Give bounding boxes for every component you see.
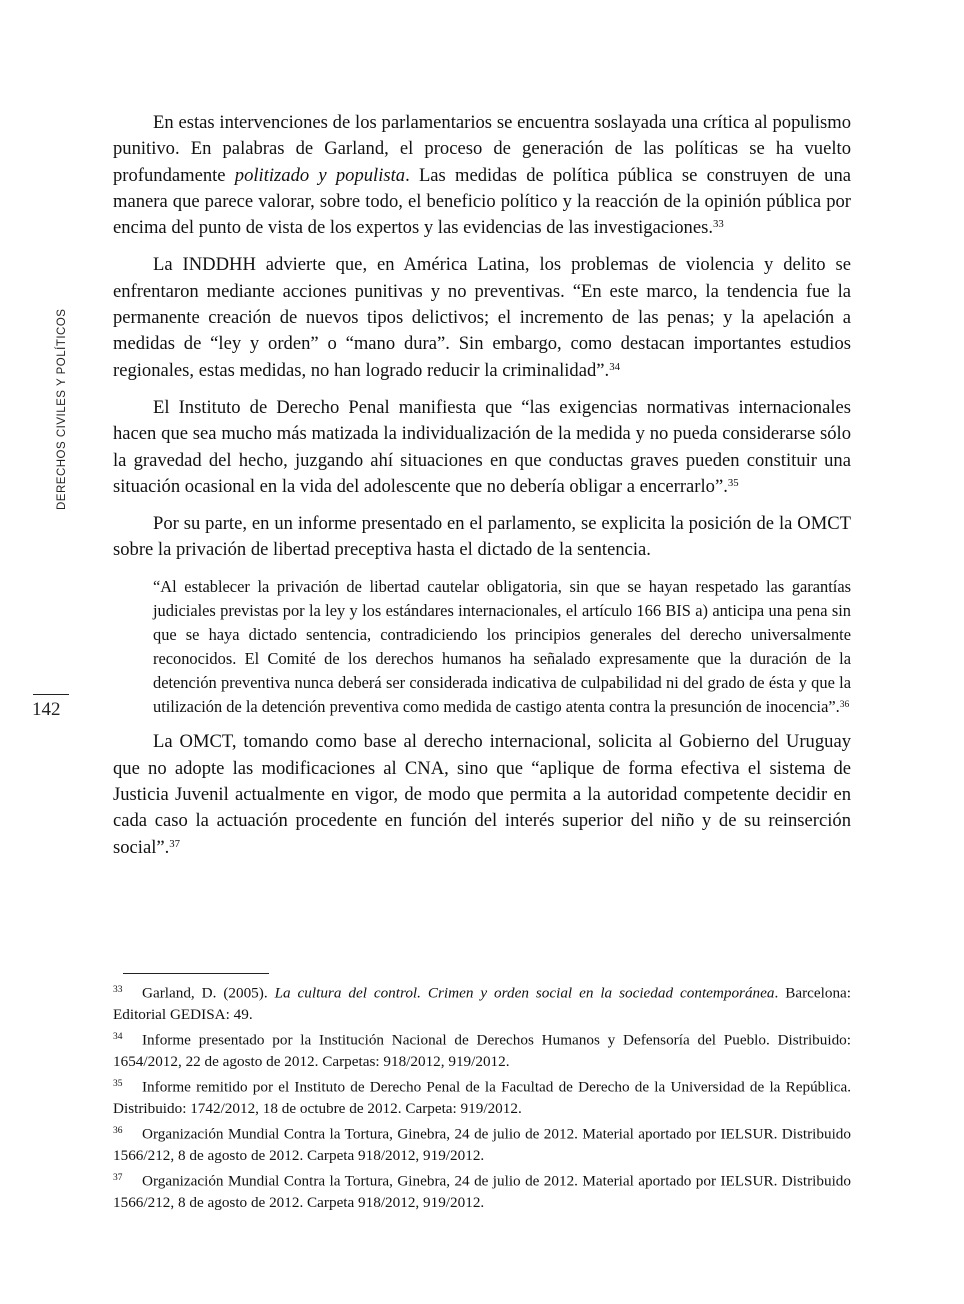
footnote-text: Informe remitido por el Instituto de Derecho Penal de la Facultad de Derecho de la Universidad de la República. Distribuido: 1742/2012, 18 de octubre de 2012. Carpeta: 919/2012. — [113, 1078, 851, 1118]
footnote-number: 33 — [113, 985, 123, 995]
footnote-text: Organización Mundial Contra la Tortura, Ginebra, 24 de julio de 2012. Material aportado por IELSUR. Distribuido 1566/212, 8 de agosto de 2012. Carpeta 918/2012, 919/2012. — [113, 1172, 851, 1211]
main-text — [113, 110, 851, 872]
footnote-37 — [113, 1168, 851, 1214]
paragraph-3-text: El Instituto de Derecho Penal manifiesta que “las exigencias normativas internacionales hacen que sea mucho más matizada la individualización de la medida y no pueda considerarse sólo la gravedad del hecho, juzgando ahí situaciones en que conductas graves pueden constituir una situación ocasional en la vida del adolescente que no debería obligar a encerrarlo”. — [113, 396, 851, 497]
page-number-rule — [33, 694, 69, 695]
paragraph-1-emphasis: politizado y populista — [234, 164, 406, 186]
footnote-35 — [113, 1074, 851, 1120]
footnote-separator — [123, 973, 269, 974]
paragraph-5 — [113, 729, 851, 860]
paragraph-4-text: Por su parte, en un informe presentado en el parlamento, se explicita la posición de la OMCT sobre la privación de libertad preceptiva hasta el dictado de la sentencia. — [113, 513, 851, 561]
paragraph-3 — [113, 395, 851, 500]
paragraph-1 — [113, 110, 851, 241]
footnote-36 — [113, 1121, 851, 1167]
footnote-ref-34[interactable]: 34 — [609, 360, 620, 373]
paragraph-2-text: La INDDHH advierte que, en América Latina, los problemas de violencia y delito se enfrentaron mediante acciones punitivas y no preventivas. “En este marco, la tendencia fue la permanente creación de nuevos tipos delictivos; el incremento de las penas; y la apelación a medidas de “ley y orden” o “mano dura”. Sin embargo, como destacan importantes estudios regionales, estas medidas, no han logrado reducir la criminalidad”. — [113, 254, 851, 381]
footnote-number: 37 — [113, 1172, 123, 1183]
footnote-ref-35[interactable]: 35 — [727, 476, 739, 489]
block-quote-text: “Al establecer la privación de libertad cautelar obligatoria, sin que se hayan respetado las garantías judiciales previstas por la ley y los estándares internacionales, el artículo 166 BIS a) anticipa una pena sin que se haya dictado sentencia, contradiciendo los principios generales del derecho universalmente reconocidos. El Comité de los derechos humanos ha señalado expresamente que la duración de la detención preventiva nunca deberá ser considerada indicativa de culpabilidad ni del grado de ésta y que la utilización de la detención preventiva como medida de castigo atenta contra la presunción de inocencia”. — [153, 576, 851, 717]
footnote-text-a: Garland, D. (2005). — [142, 984, 275, 1002]
footnote-number: 35 — [113, 1078, 123, 1089]
section-label: DERECHOS CIVILES Y POLÍTICOS — [56, 308, 68, 510]
paragraph-1-text-b: . Las medidas de política pública se construyen de una manera que parece valorar, sobre todo, el beneficio político y la reacción de la opinión pública por encima del punto de vista de los expertos y las evidencias de las investigaciones. — [113, 164, 852, 239]
block-quote — [153, 575, 851, 720]
footnote-34 — [113, 1027, 851, 1073]
paragraph-5-text: La OMCT, tomando como base al derecho internacional, solicita al Gobierno del Uruguay que no adopte las modificaciones al CNA, sino que “aplique de forma efectiva el sistema de Justicia Juvenil actualmente en vigor, de modo que permita a la autoridad competente decidir en cada caso la actuación procedente en función del interés superior del niño y de su reinserción social”. — [113, 731, 851, 858]
footnote-number: 36 — [113, 1125, 123, 1136]
footnote-text-b: . Barcelona: Editorial GEDISA: 49. — [113, 984, 852, 1024]
paragraph-4 — [113, 511, 851, 564]
footnote-ref-36[interactable]: 36 — [839, 700, 850, 710]
paragraph-1-text-a: En estas intervenciones de los parlamentarios se encuentra soslayada una crítica al populismo punitivo. En palabras de Garland, el proceso de generación de las políticas se ha vuelto profundamente — [113, 112, 851, 186]
footnote-ref-33[interactable]: 33 — [713, 218, 724, 231]
page-number: 142 — [32, 699, 61, 720]
footnote-ref-37[interactable]: 37 — [169, 837, 181, 850]
paragraph-2 — [113, 252, 851, 383]
footnote-33 — [113, 980, 851, 1026]
footnotes — [113, 980, 851, 1214]
footnote-title: La cultura del control. Crimen y orden social en la sociedad contemporánea — [274, 984, 775, 1002]
footnote-text: Organización Mundial Contra la Tortura, Ginebra, 24 de julio de 2012. Material aportado por IELSUR. Distribuido 1566/212, 8 de agosto de 2012. Carpeta 918/2012, 919/2012. — [113, 1125, 851, 1164]
footnote-text: Informe presentado por la Institución Nacional de Derechos Humanos y Defensoría del Pueblo. Distribuido: 1654/2012, 22 de agosto de 2012. Carpetas: 918/2012, 919/2012. — [113, 1031, 851, 1071]
footnote-number: 34 — [113, 1031, 123, 1042]
